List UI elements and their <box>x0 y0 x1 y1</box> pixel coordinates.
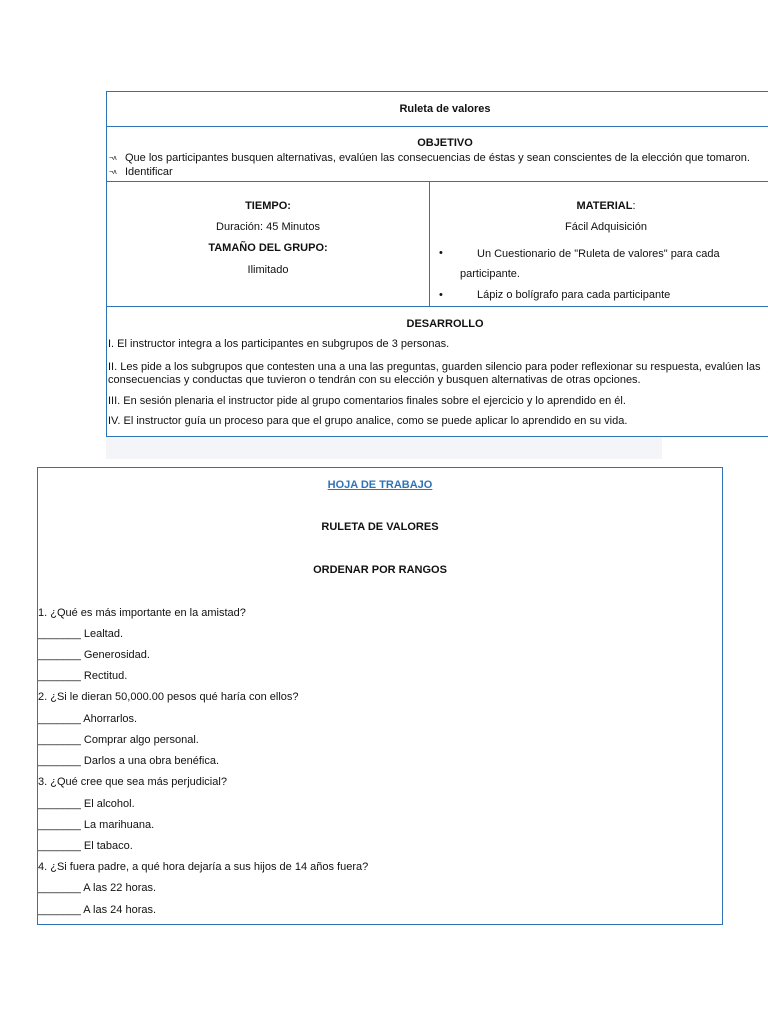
objetivo-text-2: Identificar <box>125 166 173 178</box>
material-heading-wrap <box>429 200 768 212</box>
material-heading: MATERIAL <box>576 200 633 212</box>
material-item-2-line1: Lápiz o bolígrafo para cada participante <box>477 289 671 301</box>
material-colon: : <box>632 200 636 212</box>
duracion-text: Duración: 45 Minutos <box>216 221 320 233</box>
option-line: _______ La marihuana. <box>38 819 155 831</box>
option-line: _______ Ahorrarlos. <box>38 713 138 725</box>
objetivo-text-1: Que los participantes busquen alternativas, evalúen las consecuencias de éstas y sean conscientes de la elección que tomaron. <box>125 152 750 164</box>
question-2: 2. ¿Si le dieran 50,000.00 pesos qué haría con ellos? <box>38 691 299 703</box>
material-sub: Fácil Adquisición <box>565 221 647 233</box>
option-line: _______ El alcohol. <box>38 798 135 810</box>
objetivo-marker-2: ¬ʌ <box>109 169 117 176</box>
question-1: 1. ¿Qué es más importante en la amistad? <box>38 607 246 619</box>
grupo-value: Ilimitado <box>247 264 289 276</box>
desarrollo-heading: DESARROLLO <box>406 318 484 330</box>
option-line: _______ Comprar algo personal. <box>38 734 199 746</box>
table-shadow <box>106 437 662 459</box>
desarrollo-step-3: III. En sesión plenaria el instructor pide al grupo comentarios finales sobre el ejercicio y lo aprendido en él. <box>108 395 626 407</box>
material-item-1-line2: participante. <box>460 268 520 280</box>
material-item-1-line1: Un Cuestionario de "Ruleta de valores" para cada <box>477 248 720 260</box>
bullet-icon: • <box>439 247 443 259</box>
option-line: _______ El tabaco. <box>38 840 133 852</box>
hoja-de-trabajo-link[interactable]: HOJA DE TRABAJO <box>327 479 433 491</box>
tiempo-heading: TIEMPO: <box>245 200 291 212</box>
objetivo-heading: OBJETIVO <box>417 137 473 149</box>
title-row <box>107 92 768 127</box>
option-line: _______ Generosidad. <box>38 649 150 661</box>
worksheet-box <box>37 467 723 925</box>
desarrollo-step-4: IV. El instructor guía un proceso para que el grupo analice, como se puede aplicar lo aprendido en su vida. <box>108 415 628 427</box>
option-line: _______ Darlos a una obra benéfica. <box>38 755 220 767</box>
option-line: _______ Lealtad. <box>38 628 124 640</box>
bullet-icon: • <box>439 289 443 301</box>
desarrollo-row <box>107 307 768 437</box>
worksheet-title: RULETA DE VALORES <box>321 521 439 533</box>
question-4: 4. ¿Si fuera padre, a qué hora dejaría a sus hijos de 14 años fuera? <box>38 861 369 873</box>
desarrollo-step-2: II. Les pide a los subgrupos que contesten una a una las preguntas, guarden silencio para poder reflexionar su respuesta, evalúen las <box>108 361 761 373</box>
desarrollo-step-2-cont: consecuencias y conductas que tuvieron o tendrán con su elección y busquen alternativas de otras opciones. <box>108 374 641 386</box>
objetivo-marker-1: ¬ʌ <box>109 155 117 162</box>
worksheet-subtitle: ORDENAR POR RANGOS <box>313 564 447 576</box>
tiempo-material-row <box>107 182 768 307</box>
grupo-heading: TAMAÑO DEL GRUPO: <box>208 242 328 254</box>
objetivo-row <box>107 127 768 182</box>
activity-table <box>106 91 768 437</box>
option-line: _______ Rectitud. <box>38 670 128 682</box>
option-line: _______ A las 22 horas. <box>38 882 157 894</box>
option-line: _______ A las 24 horas. <box>38 904 157 916</box>
question-3: 3. ¿Qué cree que sea más perjudicial? <box>38 776 227 788</box>
activity-title: Ruleta de valores <box>399 103 491 115</box>
desarrollo-step-1: I. El instructor integra a los participantes en subgrupos de 3 personas. <box>108 338 450 350</box>
